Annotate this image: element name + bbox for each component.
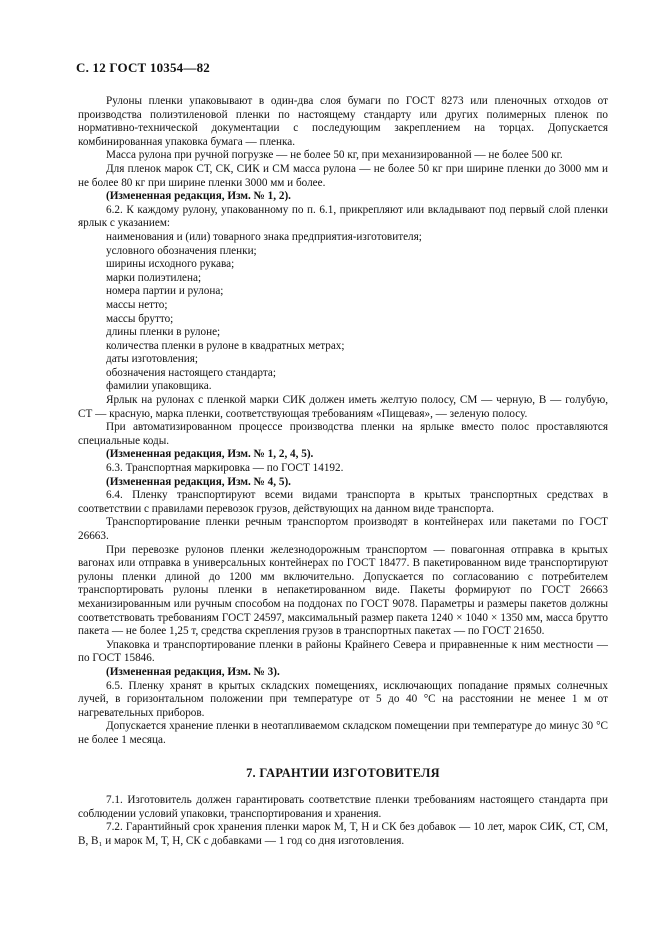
paragraph: 6.5. Пленку хранят в крытых складских помещениях, исключающих попадание прямых солнечных лучей, в горизонтальном положении при температуре от 5 до 40 °С на расстоянии не менее 1 м от нагревательных приборов. xyxy=(78,679,608,719)
page-header: С. 12 ГОСТ 10354—82 xyxy=(76,60,210,75)
paragraph: 7.1. Изготовитель должен гарантировать соответствие пленки требованиям настоящего стандарта при соблюдении условий упаковки, транспортирования и хранения. xyxy=(78,794,608,820)
list-item: массы нетто; xyxy=(106,298,168,311)
list-item: обозначения настоящего стандарта; xyxy=(106,366,276,379)
amendment-note: (Измененная редакция, Изм. № 1, 2). xyxy=(106,190,291,203)
paragraph: 7.2. Гарантийный срок хранения пленки марок М, Т, Н и СК без добавок — 10 лет, марок СИК, СТ, СМ, В, В₁ и марок М, Т, Н, СК с добавками — 1 год со дня изготовления. xyxy=(78,821,608,847)
list-item: ширины исходного рукава; xyxy=(106,258,235,271)
paragraph: Допускается хранение пленки в неотапливаемом складском помещении при температуре до минус 30 °С не более 1 месяца. xyxy=(78,720,608,746)
paragraph: Рулоны пленки упаковывают в один-два слоя бумаги по ГОСТ 8273 или пленочных отходов от производства полиэтиленовой пленки по настоящему стандарту или других полимерных пленок по нормативно-технической документации с последующим закреплением на торцах. Допускается комбинированная упаковка бумага — пленка. xyxy=(78,95,608,148)
paragraph: Упаковка и транспортирование пленки в районы Крайнего Севера и приравненные к ним местности — по ГОСТ 15846. xyxy=(78,638,608,665)
paragraph: При перевозке рулонов пленки железнодорожным транспортом — повагонная отправка в крытых вагонах или отправка в универсальных контейнерах по ГОСТ 18477. В пакетированном виде транспортируют рулоны пленки длиной до 1200 мм включительно. Допускается по согласованию с потребителем транспортировать рулоны пленки в непакетированном виде. Пакеты формируют по ГОСТ 26663 механизированным или ручным способом на поддонах по ГОСТ 9078. Параметры и размеры пакетов должны соответствовать требованиям ГОСТ 24597, максимальный размер пакета 1240 × 1040 × 1350 мм, масса брутто пакета — не более 1,25 т, средства скрепления грузов в транспортных пакетах — по ГОСТ 21650. xyxy=(78,543,608,638)
list-item: количества пленки в рулоне в квадратных метрах; xyxy=(106,339,345,352)
paragraph: 6.2. К каждому рулону, упакованному по п. 6.1, прикрепляют или вкладывают под первый слой пленки ярлык с указанием: xyxy=(78,203,608,230)
section-title: 7. ГАРАНТИИ ИЗГОТОВИТЕЛЯ xyxy=(246,765,440,780)
list-item: массы брутто; xyxy=(106,312,174,325)
paragraph: При автоматизированном процессе производства пленки на ярлыке вместо полос проставляются специальные коды. xyxy=(78,421,608,447)
list-item: марки полиэтилена; xyxy=(106,271,202,284)
document-body xyxy=(78,95,608,848)
list-item: даты изготовления; xyxy=(106,353,198,366)
amendment-note: (Измененная редакция, Изм. № 3). xyxy=(106,665,280,678)
list-item: номера партии и рулона; xyxy=(106,285,224,298)
paragraph: Транспортирование пленки речным транспортом производят в контейнерах или пакетами по ГОСТ 26663. xyxy=(78,516,608,542)
paragraph: Для пленок марок СТ, СК, СИК и СМ масса рулона — не более 50 кг при ширине пленки до 3000 мм и не более 80 кг при ширине пленки 3000 мм и более. xyxy=(78,162,608,189)
paragraph: Ярлык на рулонах с пленкой марки СИК должен иметь желтую полосу, СМ — черную, В — голубую, СТ — красную, марка пленки, соответствующая требованиям «Пищевая», — зеленую полосу. xyxy=(78,394,608,420)
list-item: условного обозначения пленки; xyxy=(106,244,257,257)
paragraph: Масса рулона при ручной погрузке — не более 50 кг, при механизированной — не более 500 кг. xyxy=(106,149,563,162)
list-item: длины пленки в рулоне; xyxy=(106,326,221,339)
amendment-note: (Измененная редакция, Изм. № 4, 5). xyxy=(106,475,291,488)
amendment-note: (Измененная редакция, Изм. № 1, 2, 4, 5). xyxy=(106,448,314,461)
paragraph-list xyxy=(78,95,608,748)
paragraph: 6.4. Пленку транспортируют всеми видами транспорта в крытых транспортных средствах в соответствии с правилами перевозок грузов, действующих на данном виде транспорта. xyxy=(78,489,608,515)
list-item: наименования и (или) товарного знака предприятия-изготовителя; xyxy=(106,230,422,243)
paragraph: 6.3. Транспортная маркировка — по ГОСТ 14192. xyxy=(106,462,344,475)
list-item: фамилии упаковщика. xyxy=(106,380,212,393)
section-paragraph-list xyxy=(78,794,608,848)
